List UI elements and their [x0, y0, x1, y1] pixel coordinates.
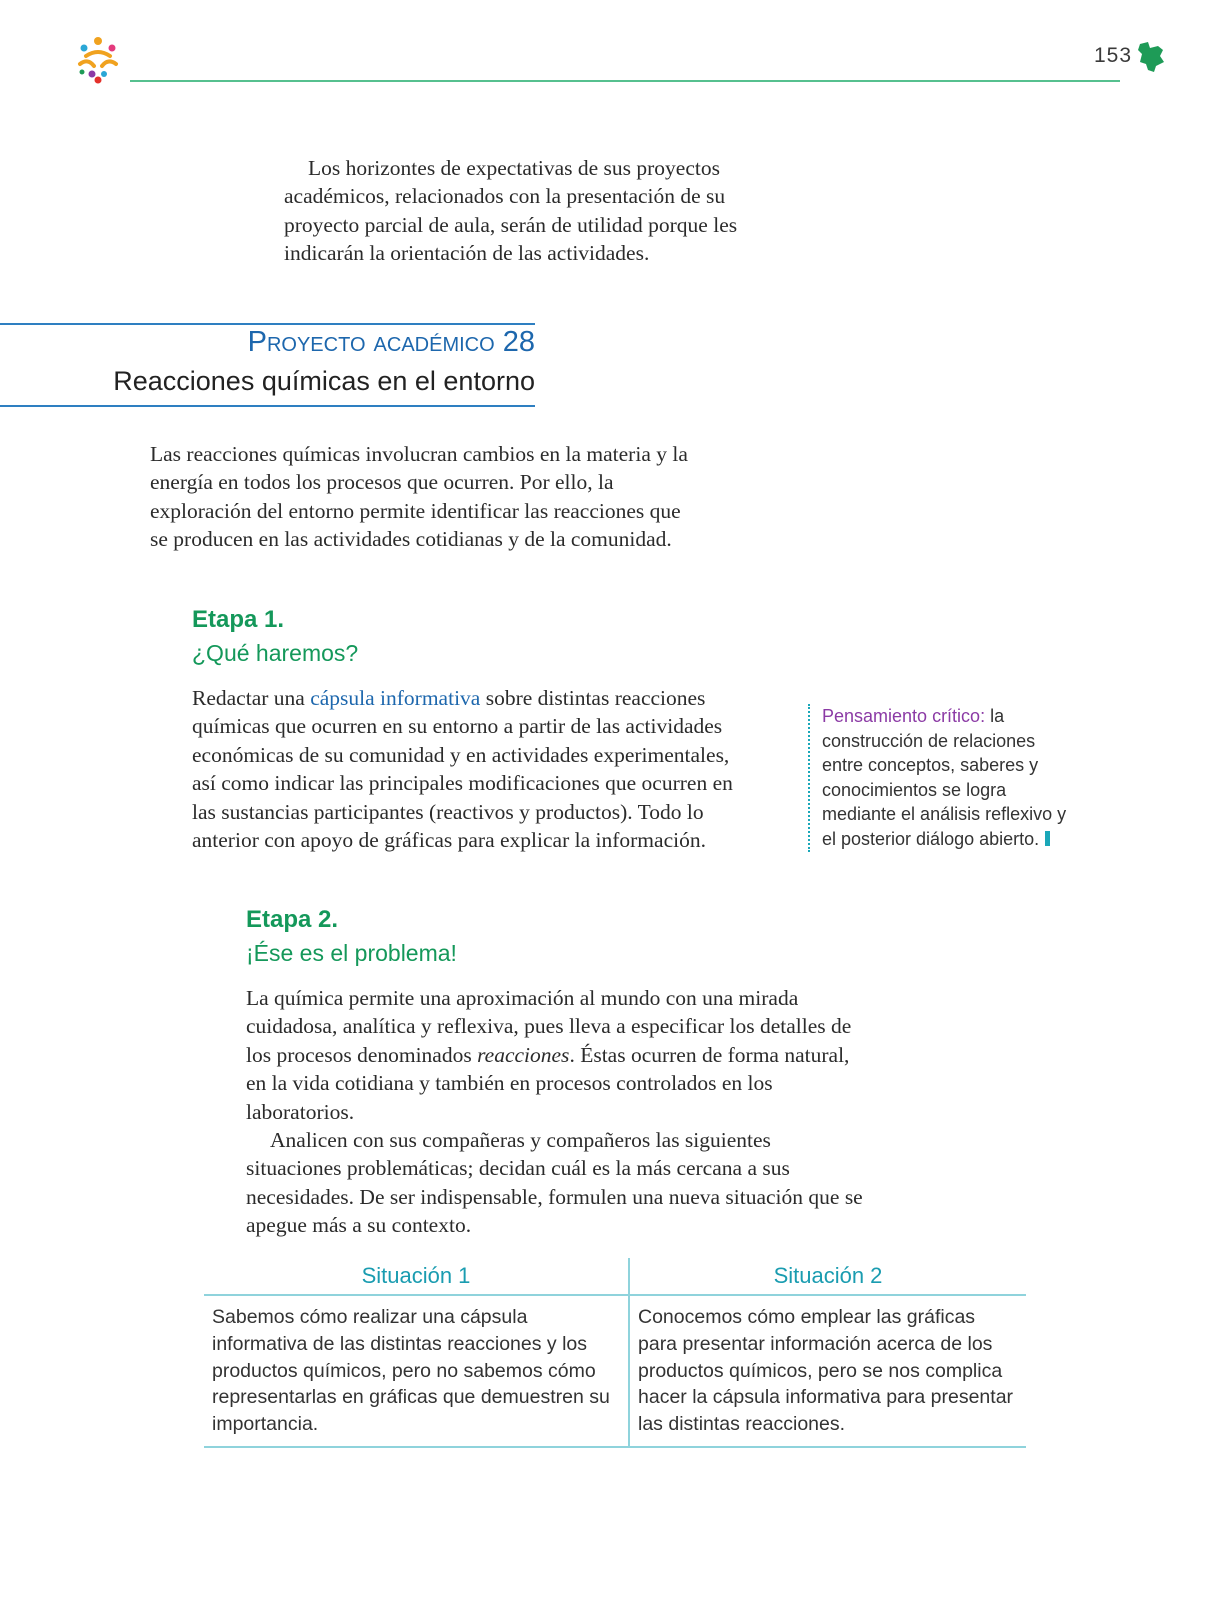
- project-label-text: Proyecto académico 28: [247, 326, 535, 358]
- stage1-paragraph: [192, 684, 752, 854]
- intro-paragraph: [284, 154, 784, 268]
- sidebar-definition: la construcción de relaciones entre conceptos, saberes y conocimientos se logra mediante el análisis reflexivo y el posterior diálogo abierto.: [822, 706, 1067, 849]
- lead-text: Las reacciones químicas involucran cambios en la materia y la energía en todos los procesos que ocurren. Por ello, la exploración del entorno permite identificar las reacciones que se producen en las actividades cotidianas y de la comunidad.: [150, 442, 688, 552]
- title-rule-bottom: [0, 405, 535, 407]
- situation-2-text: Conocemos cómo emplear las gráficas para presentar información acerca de los productos químicos, pero se nos complica hacer la cápsula informativa para presentar las distintas reacciones.: [638, 1306, 1014, 1436]
- title-rule-top: [0, 323, 535, 325]
- glossary-sidebar: [808, 704, 1072, 852]
- end-mark-icon: [1045, 831, 1050, 846]
- stage1-title: Etapa 1.: [192, 606, 285, 633]
- intro-text: Los horizontes de expectativas de sus proyectos académicos, relacionados con la presentación de su proyecto parcial de aula, serán de utilidad porque les indicarán la orientación de las actividades.: [284, 156, 738, 266]
- stage2-title: Etapa 2.: [246, 906, 339, 933]
- stage1-subtitle: ¿Qué haremos?: [192, 640, 359, 666]
- stage1-text-before: Redactar una: [192, 686, 311, 710]
- stage2-p1-before: La química permite una aproximación al mundo con una mirada cuidadosa, analítica y reflexiva, pues lleva a especificar los detalles de los procesos denominados: [246, 986, 852, 1067]
- situation-2-column: [630, 1258, 1026, 1446]
- stage2-paragraphs: [246, 984, 866, 1240]
- situation-1-text: Sabemos cómo realizar una cápsula informativa de las distintas reacciones y los productos químicos, pero no sabemos cómo representarlas en gráficas que demuestren su importancia.: [212, 1306, 610, 1436]
- sidebar-term: Pensamiento crítico:: [822, 706, 986, 726]
- stage1-text-after: sobre distintas reacciones químicas que ocurren en su entorno a partir de las actividades económicas de su comunidad y en actividades experimentales, así como indicar las principales modificaciones que ocurren en las sustancias participantes (reactivos y productos). Todo lo anterior con apoyo de gráficas para explicar la información.: [192, 686, 733, 853]
- stage2-p2: Analicen con sus compañeras y compañeros las siguientes situaciones problemáticas; decidan cuál es la más cercana a sus necesidades. De ser indispensable, formulen una nueva situación que se apegue más a su contexto.: [246, 1128, 863, 1238]
- reacciones-italic: reacciones: [477, 1042, 570, 1067]
- situation-1-column: [204, 1258, 628, 1446]
- stage2-p1-after: . Éstas ocurren de forma natural, en la vida cotidiana y también en procesos controlados en los laboratorios.: [246, 1042, 850, 1124]
- situations-table: [204, 1258, 1026, 1446]
- project-subtitle: Reacciones químicas en el entorno: [113, 366, 535, 396]
- capsula-informativa-term: cápsula informativa: [310, 686, 481, 710]
- lead-paragraph: [150, 440, 690, 554]
- green-map-icon: [1136, 40, 1166, 74]
- figures-circle-logo-icon: [72, 34, 124, 86]
- stage2-subtitle: ¡Ése es el problema!: [246, 940, 457, 966]
- page-number: 153: [1094, 44, 1133, 67]
- situation-2-heading: Situación 2: [630, 1258, 1026, 1296]
- table-bottom-rule: [204, 1446, 1026, 1448]
- header-rule: [130, 80, 1120, 82]
- situation-1-heading: Situación 1: [204, 1258, 628, 1296]
- project-label: [248, 326, 535, 359]
